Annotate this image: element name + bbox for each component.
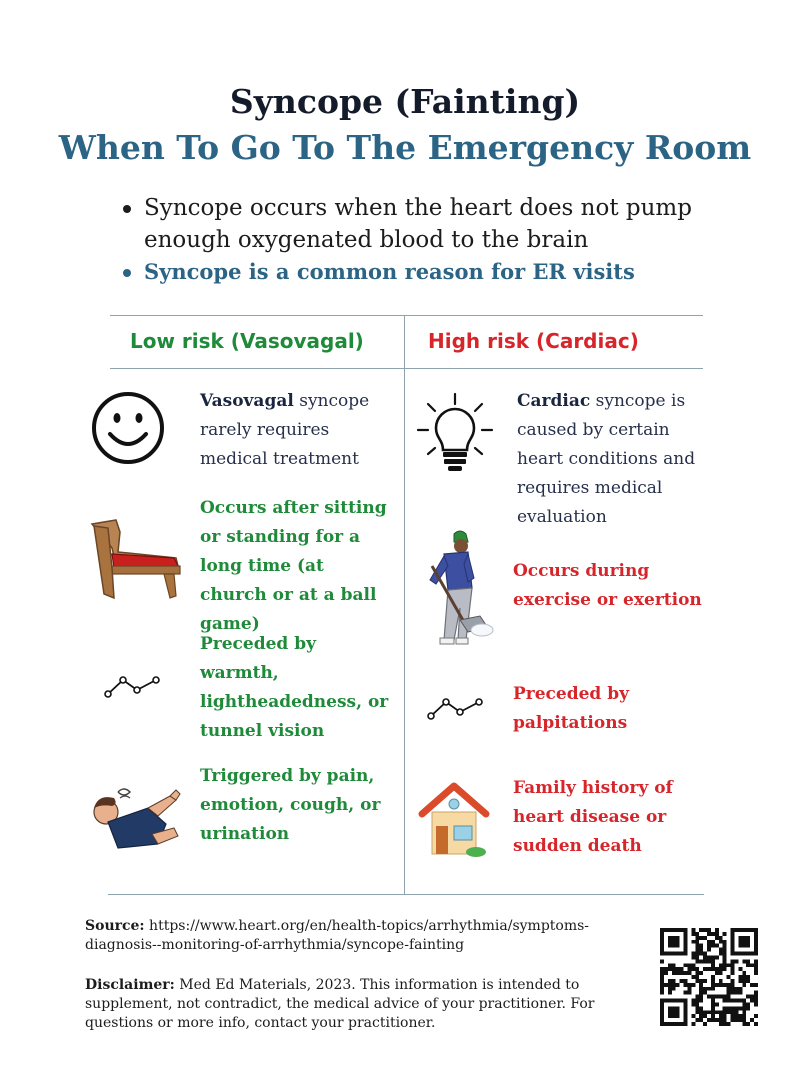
disclaimer-label: Disclaimer: <box>85 977 175 993</box>
high-row-1-bold: Cardiac <box>517 391 591 411</box>
zigzag-line-icon <box>427 696 485 720</box>
page-subtitle: When To Go To The Emergency Room <box>58 128 752 167</box>
page-title: Syncope (Fainting) <box>229 82 581 121</box>
intro-bullet-list <box>120 192 740 288</box>
low-risk-header: Low risk (Vasovagal) <box>130 329 364 353</box>
high-row-1-text <box>517 387 707 532</box>
house-icon <box>418 780 490 858</box>
smiley-face-icon <box>90 390 166 466</box>
high-risk-header: High risk (Cardiac) <box>428 329 639 353</box>
low-row-2-text: Occurs after sitting or standing for a long time (at church or at a ball game) <box>200 498 387 634</box>
table-bottom-rule <box>108 894 704 895</box>
disclaimer <box>85 976 605 1033</box>
low-row-4-text: Triggered by pain, emotion, cough, or urination <box>200 766 381 844</box>
fainting-person-icon <box>88 784 186 856</box>
high-row-3-text: Preceded by palpitations <box>513 684 629 733</box>
low-row-3-text: Preceded by warmth, lightheadedness, or tunnel vision <box>200 634 389 741</box>
table-header-rule <box>110 368 703 369</box>
light-bulb-icon <box>414 392 496 476</box>
bullet-item: Syncope occurs when the heart does not pump enough oxygenated blood to the brain <box>120 192 740 256</box>
low-row-1-rest: syncope rarely requires medical treatment <box>200 391 370 469</box>
church-pew-icon <box>86 518 182 602</box>
zigzag-line-icon <box>104 674 162 698</box>
high-row-4-text: Family history of heart disease or sudden death <box>513 778 673 856</box>
high-row-1-rest: syncope is caused by certain heart conditions and requires medical evaluation <box>517 391 696 527</box>
table-column-divider <box>404 316 405 894</box>
disclaimer-text: Med Ed Materials, 2023. This information is intended to supplement, not contradict, the medical advice of your practitioner. For questions or more info, contact your practitioner. <box>85 977 595 1031</box>
person-shoveling-snow-icon <box>420 528 494 650</box>
low-row-1-bold: Vasovagal <box>200 391 294 411</box>
source-citation <box>85 917 625 955</box>
qr-code[interactable] <box>660 928 758 1026</box>
table-top-rule <box>110 315 703 316</box>
source-label: Source: <box>85 918 145 934</box>
source-url-text: https://www.heart.org/en/health-topics/arrhythmia/symptoms-diagnosis--monitoring-of-arrhythmia/syncope-fainting <box>85 918 590 953</box>
high-row-2-text: Occurs during exercise or exertion <box>513 561 702 610</box>
bullet-item-highlight: Syncope is a common reason for ER visits <box>120 256 740 288</box>
low-row-1-text <box>200 387 390 474</box>
